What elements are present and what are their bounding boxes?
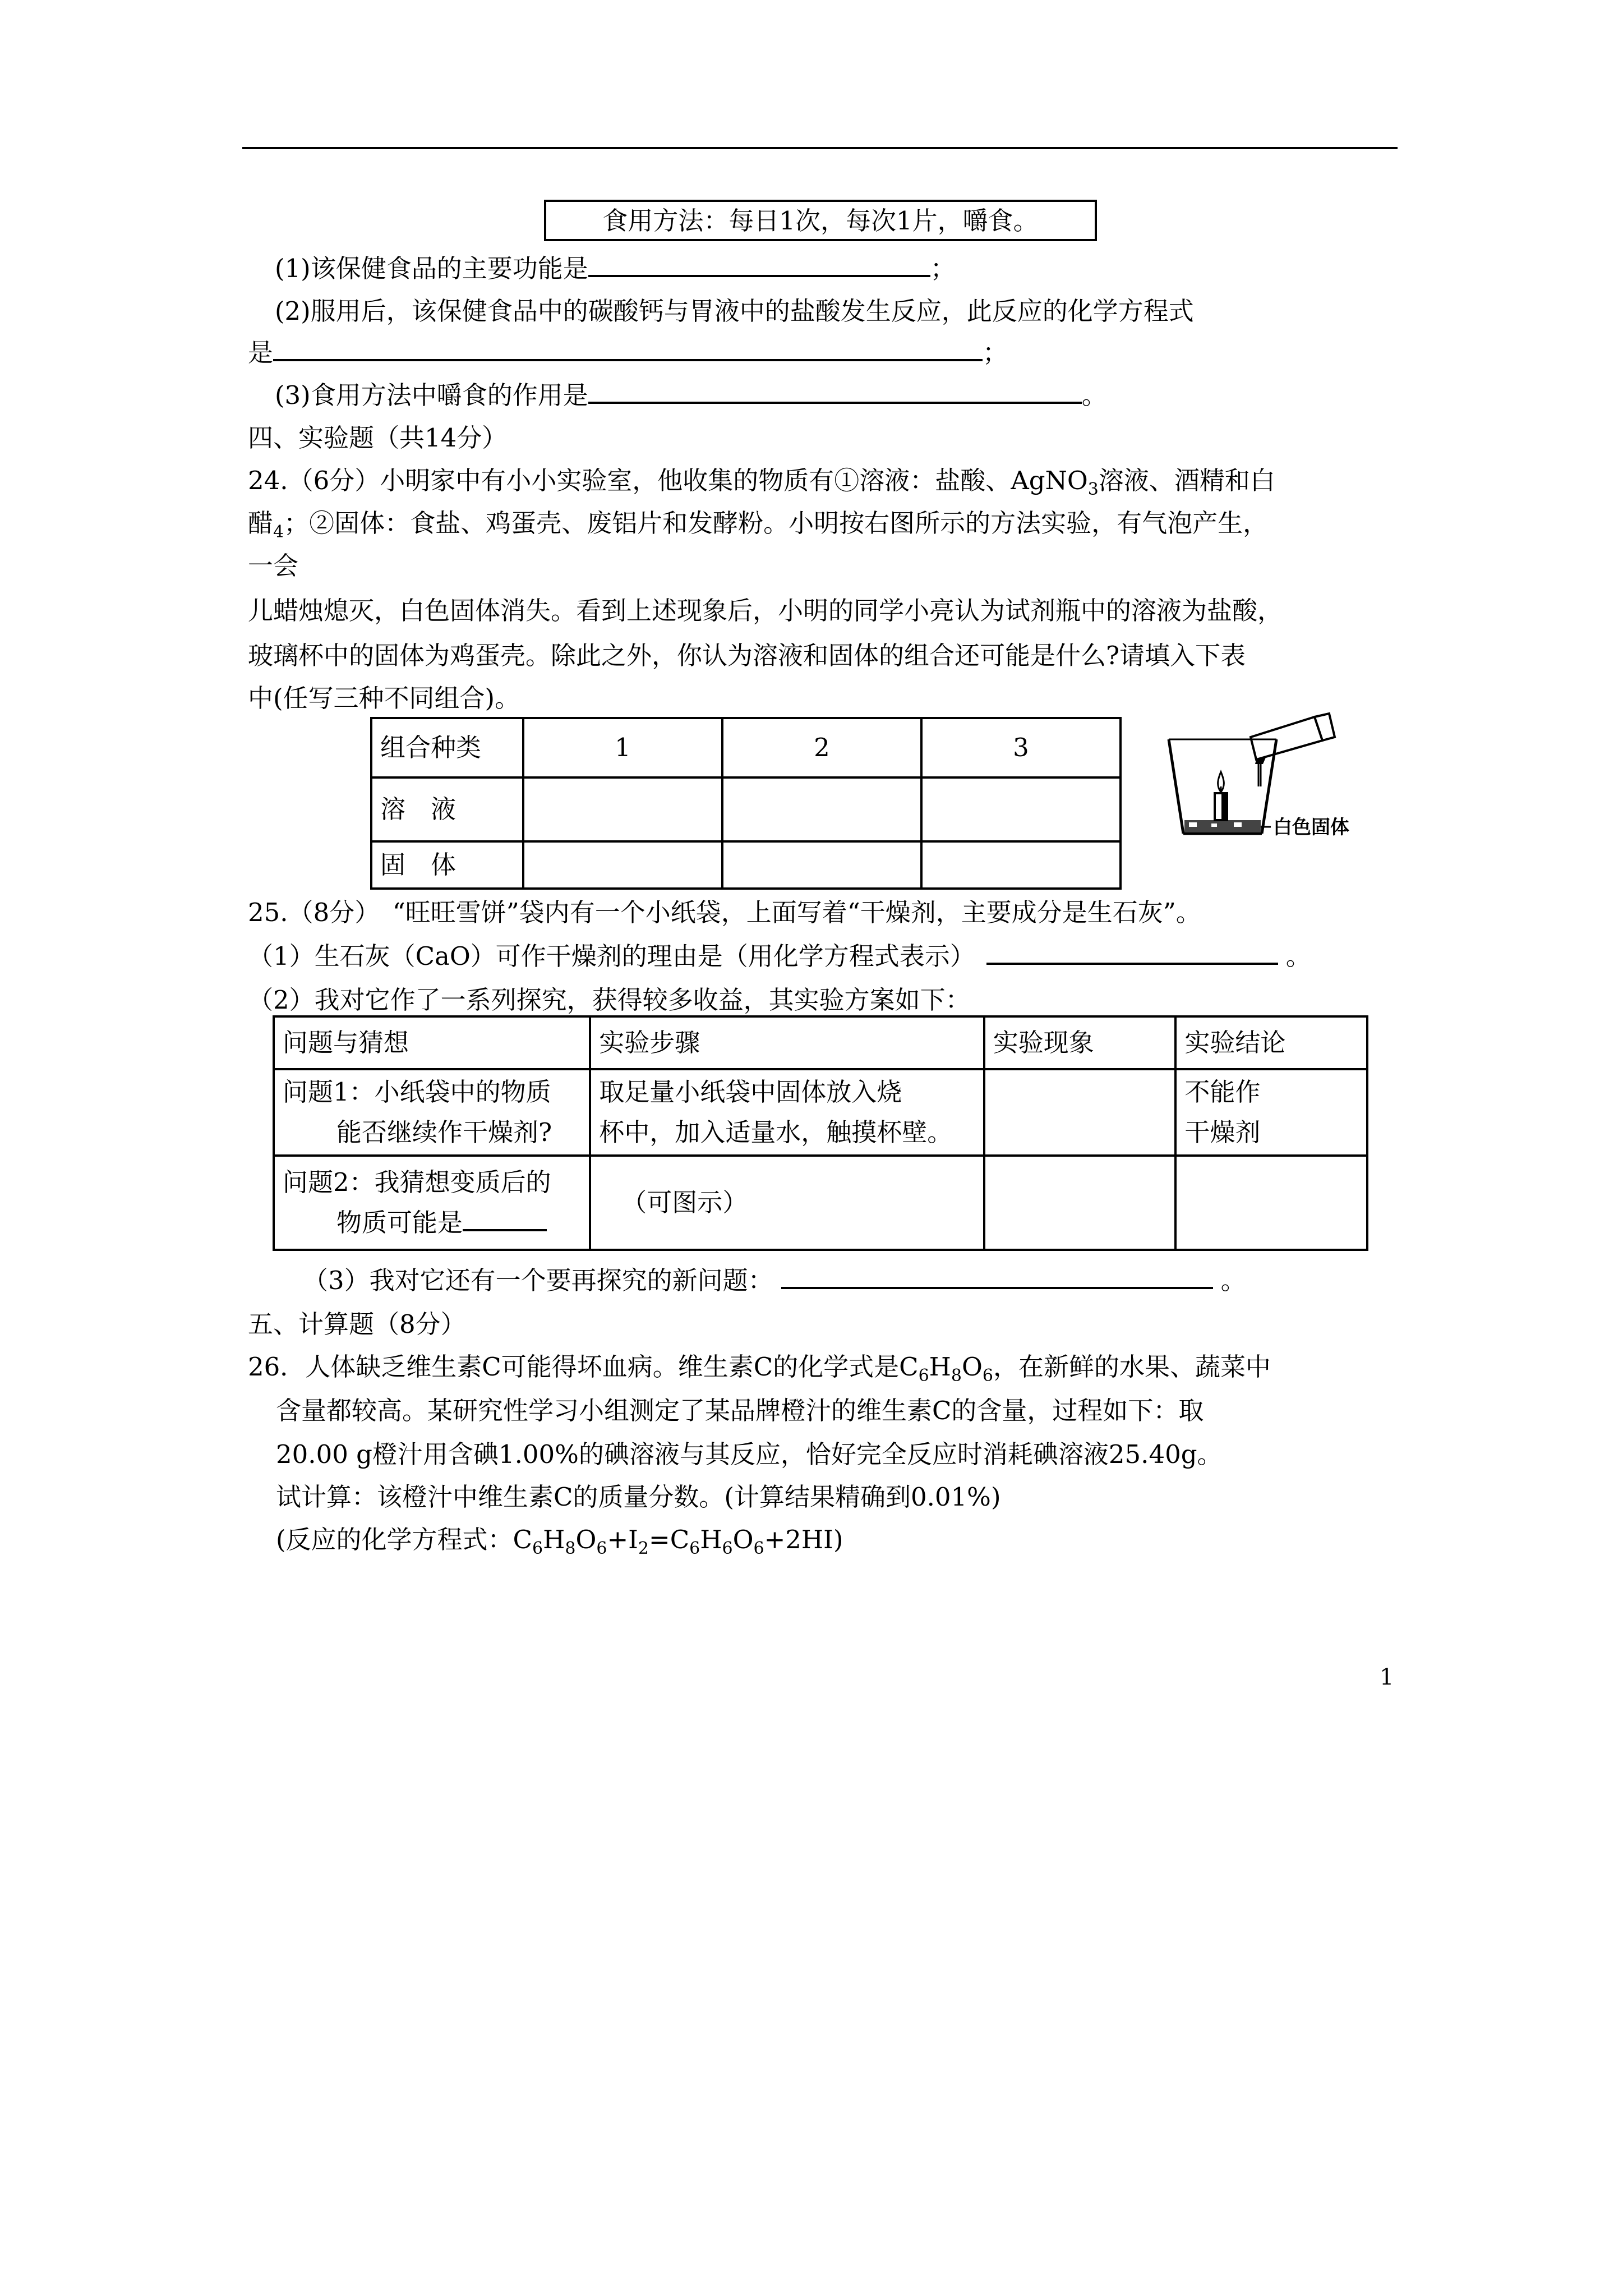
conclusion-1-line2: 干燥剂 — [1184, 1117, 1261, 1147]
table-row — [371, 841, 1121, 889]
q26-line3: 20.00 g橙汁用含碘1.00%的碘溶液与其反应，恰好完全反应时消耗碘溶液25.40g。 — [276, 1439, 1223, 1469]
usage-box-text: 食用方法：每日1次，每次1片，嚼食。 — [602, 205, 1039, 236]
formula-part: H — [700, 1525, 722, 1554]
subscript: 6 — [753, 1539, 764, 1558]
conclusion-1-line1: 不能作 — [1184, 1077, 1261, 1107]
figure-label: 白色固体 — [1273, 816, 1349, 839]
q26-line5-a: (反应的化学方程式：C — [276, 1525, 532, 1554]
table-row — [274, 1069, 1367, 1156]
subscript: 8 — [565, 1539, 576, 1558]
q25-line4 — [303, 1268, 1246, 1293]
table-row — [274, 1156, 1367, 1250]
q24-line2 — [248, 508, 1269, 542]
subscript: 6 — [982, 1366, 993, 1386]
table-header-cell: 实验步骤 — [590, 1016, 984, 1069]
q23-part2-text: (2)服用后，该保健食品中的碳酸钙与胃液中的盐酸发生反应，此反应的化学方程式 — [275, 296, 1194, 326]
step-1-line1: 取足量小纸袋中固体放入烧 — [599, 1077, 902, 1107]
question-1-line1: 问题1：小纸袋中的物质 — [283, 1077, 551, 1107]
question-2-line2 — [283, 1203, 581, 1243]
table-header-cell: 问题与猜想 — [274, 1016, 590, 1069]
table-cell — [590, 1069, 984, 1156]
q24-line1 — [248, 466, 1275, 499]
q23-part2-cont — [248, 340, 1008, 365]
q23-part2-end: ； — [983, 338, 1008, 367]
table-header-cell: 1 — [523, 718, 722, 777]
table-header-cell: 实验结论 — [1175, 1016, 1367, 1069]
q26-line2: 含量都较高。某研究性学习小组测定了某品牌橙汁的维生素C的含量，过程如下：取 — [276, 1396, 1204, 1425]
formula-part: O — [962, 1352, 983, 1382]
q24-line6: 中(任写三种不同组合)。 — [248, 683, 520, 713]
table-answer-cell[interactable] — [984, 1156, 1176, 1250]
table-answer-cell[interactable] — [722, 777, 921, 841]
beaker-candle-illustration — [1166, 708, 1368, 865]
question-2-line1: 问题2：我猜想变质后的 — [283, 1167, 551, 1197]
q26-line5 — [276, 1525, 843, 1558]
subscript: 6 — [596, 1539, 607, 1558]
table-row-label: 固 体 — [371, 841, 523, 889]
formula-part: H — [929, 1352, 951, 1382]
table-answer-cell[interactable] — [722, 841, 921, 889]
q25-line2-text: （1）生石灰（CaO）可作干燥剂的理由是（用化学方程式表示） — [248, 941, 975, 971]
table-row — [371, 777, 1121, 841]
table-answer-cell[interactable] — [523, 841, 722, 889]
subscript: 6 — [918, 1366, 929, 1386]
q26-line5-b: +2HI) — [764, 1525, 843, 1554]
subscript: 6 — [532, 1539, 543, 1558]
section-heading-4: 四、实验题（共14分） — [248, 423, 508, 453]
step-1-line2: 杯中，加入适量水，触摸杯壁。 — [599, 1117, 953, 1147]
table-header-cell: 3 — [921, 718, 1121, 777]
question-1-line2: 能否继续作干燥剂? — [336, 1117, 552, 1147]
q26-line4: 试计算：该橙汁中维生素C的质量分数。(计算结果精确到0.01%) — [276, 1482, 1001, 1512]
answer-blank[interactable] — [986, 963, 1278, 965]
q23-part2 — [275, 298, 1194, 324]
table-header-cell: 实验现象 — [984, 1016, 1176, 1069]
subscript: 8 — [951, 1366, 962, 1386]
table-row — [274, 1016, 1367, 1069]
q23-part3 — [275, 380, 1107, 410]
formula-part: =C — [649, 1525, 690, 1554]
table-cell — [1175, 1069, 1367, 1156]
table-answer-cell[interactable] — [921, 777, 1121, 841]
section-heading-5: 五、计算题（8分） — [248, 1309, 466, 1339]
table-answer-cell[interactable] — [984, 1069, 1176, 1156]
table-header-cell: 2 — [722, 718, 921, 777]
usage-box — [544, 200, 1097, 241]
experiment-figure — [1166, 708, 1368, 865]
q25-line3: （2）我对它作了一系列探究，获得较多收益，其实验方案如下： — [248, 985, 971, 1015]
q24-line1-a: 24.（6分）小明家中有小小实验室，他收集的物质有①溶液：盐酸、AgNO — [248, 466, 1088, 495]
header-rule — [242, 147, 1398, 149]
step-2-hint: （可图示） — [621, 1188, 748, 1217]
q26-line1 — [248, 1352, 1271, 1386]
q23-part3-text: (3)食用方法中嚼食的作用是 — [275, 380, 588, 410]
table-header-cell: 组合种类 — [371, 718, 523, 777]
answer-blank[interactable] — [588, 275, 930, 277]
question-2-line2-text: 物质可能是 — [336, 1208, 463, 1237]
q26-line1-b: ，在新鲜的水果、蔬菜中 — [993, 1352, 1271, 1382]
q24-combination-table — [370, 717, 1122, 890]
q24-line4: 儿蜡烛熄灭，白色固体消失。看到上述现象后，小明的同学小亮认为试剂瓶中的溶液为盐酸， — [248, 596, 1283, 625]
formula-part: O — [575, 1525, 597, 1554]
reagent-bottle-icon — [1251, 714, 1335, 786]
table-row-label: 溶 液 — [371, 777, 523, 841]
q24-line3: 一会 — [248, 551, 299, 581]
answer-blank[interactable] — [781, 1287, 1213, 1289]
page-number: 1 — [1380, 1664, 1394, 1690]
q24-line5: 玻璃杯中的固体为鸡蛋壳。除此之外，你认为溶液和固体的组合还可能是什么?请填入下表 — [248, 641, 1246, 670]
formula-part: +I — [607, 1525, 638, 1554]
q23-part1 — [275, 256, 956, 281]
formula-part: H — [543, 1525, 565, 1554]
q25-line1: 25.（8分） “旺旺雪饼”袋内有一个小纸袋，上面写着“干燥剂，主要成分是生石灰”。 — [248, 898, 1201, 927]
q23-part2-cont-text: 是 — [248, 338, 274, 367]
table-row — [371, 718, 1121, 777]
subscript: 4 — [273, 522, 284, 542]
q23-part1-text: (1)该保健食品的主要功能是 — [275, 254, 588, 283]
q25-line2-end: 。 — [1285, 941, 1311, 971]
subscript: 2 — [638, 1539, 649, 1558]
q24-line1-b: 溶液、酒精和白 — [1098, 466, 1275, 495]
answer-blank[interactable] — [273, 359, 983, 361]
candle-icon — [1214, 772, 1228, 821]
table-answer-cell[interactable] — [1175, 1156, 1367, 1250]
table-cell — [274, 1156, 590, 1250]
subscript: 6 — [722, 1539, 733, 1558]
q26-line1-a: 26．人体缺乏维生素C可能得坏血病。维生素C的化学式是C — [248, 1352, 919, 1382]
q25-line4-text: （3）我对它还有一个要再探究的新问题： — [303, 1266, 773, 1295]
q24-line2-a: 醋 — [248, 508, 274, 538]
q25-line4-end: 。 — [1220, 1266, 1246, 1295]
subscript: 6 — [689, 1539, 700, 1558]
table-cell — [274, 1069, 590, 1156]
answer-blank[interactable] — [463, 1229, 547, 1231]
q25-experiment-table — [273, 1015, 1368, 1251]
subscript: 3 — [1087, 480, 1099, 499]
q24-line2-b: ；②固体：食盐、鸡蛋壳、废铝片和发酵粉。小明按右图所示的方法实验，有气泡产生， — [284, 508, 1269, 538]
q23-part1-end: ； — [930, 254, 956, 283]
q23-part3-end: 。 — [1081, 380, 1107, 410]
table-cell[interactable] — [590, 1156, 984, 1250]
table-answer-cell[interactable] — [523, 777, 722, 841]
formula-part: O — [732, 1525, 754, 1554]
answer-blank[interactable] — [588, 402, 1082, 404]
table-answer-cell[interactable] — [921, 841, 1121, 889]
q25-line2 — [248, 941, 1311, 971]
